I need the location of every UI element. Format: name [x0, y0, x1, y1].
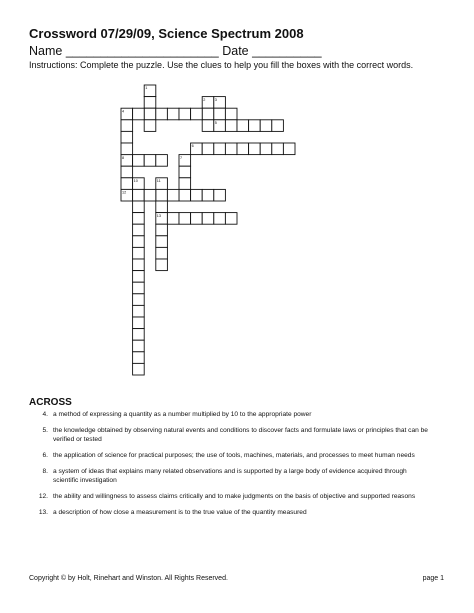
crossword-cell[interactable]	[237, 143, 249, 155]
clue-text: the ability and willingness to assess claims critically and to make judgments on the basis of objective and supported reasons	[53, 493, 416, 500]
clue-item	[33, 467, 433, 485]
crossword-cell[interactable]	[179, 213, 191, 225]
clue-number: 13.	[38, 509, 48, 516]
cell-number: 7	[180, 155, 183, 160]
crossword-cell[interactable]	[156, 224, 168, 236]
crossword-cell[interactable]	[191, 189, 203, 201]
crossword-cell[interactable]	[167, 189, 179, 201]
crossword-cell[interactable]	[156, 189, 168, 201]
crossword-cell[interactable]	[179, 189, 191, 201]
clue-text: the knowledge obtained by observing natural events and conditions to discover facts and formulate laws or principles that can be verified or tested	[53, 427, 428, 443]
crossword-cell[interactable]	[214, 189, 226, 201]
crossword-cell[interactable]	[133, 271, 145, 283]
crossword-cell[interactable]	[133, 189, 145, 201]
copyright-footer: Copyright © by Holt, Rinehart and Winston. All Rights Reserved.	[29, 575, 228, 582]
crossword-cell[interactable]	[225, 143, 237, 155]
crossword-cell[interactable]	[133, 340, 145, 352]
crossword-cell[interactable]	[214, 143, 226, 155]
crossword-cell[interactable]	[260, 120, 272, 132]
crossword-cell[interactable]	[121, 166, 133, 178]
crossword-cell[interactable]	[202, 189, 214, 201]
clue-item	[33, 410, 433, 419]
cell-number: 10	[133, 179, 138, 183]
clue-number: 5.	[42, 427, 48, 434]
crossword-cell[interactable]	[133, 294, 145, 306]
crossword-cell[interactable]	[133, 247, 145, 259]
clue-text: a description of how close a measurement is to the true value of the quantity measured	[53, 509, 307, 516]
crossword-cell[interactable]	[133, 155, 145, 167]
clue-text: a method of expressing a quantity as a number multiplied by 10 to the appropriate power	[53, 411, 312, 418]
crossword-cell[interactable]	[214, 108, 226, 120]
crossword-cell[interactable]	[191, 213, 203, 225]
page-title: Crossword 07/29/09, Science Spectrum 2008	[29, 26, 304, 41]
instructions: Instructions: Complete the puzzle. Use the clues to help you fill the boxes with the correct words.	[29, 60, 414, 70]
crossword-cell[interactable]	[237, 120, 249, 132]
clue-item	[33, 426, 433, 444]
crossword-cell[interactable]	[133, 363, 145, 375]
crossword-cell[interactable]	[133, 282, 145, 294]
crossword-cell[interactable]	[156, 247, 168, 259]
clue-number: 12.	[38, 493, 48, 500]
page-number: page 1	[422, 575, 444, 582]
crossword-cell[interactable]	[202, 108, 214, 120]
crossword-cell[interactable]	[225, 108, 237, 120]
crossword-cell[interactable]	[167, 108, 179, 120]
crossword-cell[interactable]	[133, 236, 145, 248]
crossword-cell[interactable]	[225, 213, 237, 225]
crossword-cell[interactable]	[133, 201, 145, 213]
cell-number: 13	[156, 213, 162, 218]
crossword-cell[interactable]	[121, 143, 133, 155]
crossword-cell[interactable]	[144, 108, 156, 120]
crossword-cell[interactable]	[179, 178, 191, 190]
clue-text: a system of ideas that explains many related observations and is supported by a large body of evidence acquired through scientific investigation	[53, 468, 407, 484]
crossword-cell[interactable]	[133, 108, 145, 120]
cell-number: 8	[122, 155, 125, 160]
cell-number: 6	[191, 144, 194, 149]
crossword-cell[interactable]	[179, 166, 191, 178]
across-clue-list	[33, 410, 433, 524]
cell-number: 12	[122, 190, 127, 195]
crossword-cell[interactable]	[202, 213, 214, 225]
crossword-cell[interactable]	[144, 155, 156, 167]
clue-number: 4.	[42, 411, 48, 418]
crossword-cell[interactable]	[156, 236, 168, 248]
clue-text: the application of science for practical purposes; the use of tools, machines, materials, and processes to meet human needs	[53, 452, 415, 459]
cell-number: 11	[156, 179, 161, 183]
crossword-cell[interactable]	[121, 120, 133, 132]
crossword-cell[interactable]	[121, 131, 133, 143]
clue-item	[33, 492, 433, 501]
crossword-cell[interactable]	[133, 213, 145, 225]
crossword-cell[interactable]	[133, 317, 145, 329]
crossword-cell[interactable]	[249, 120, 261, 132]
crossword-cell[interactable]	[133, 305, 145, 317]
name-date-line[interactable]: Name ______________________ Date __________	[29, 44, 322, 58]
cell-number: 4	[122, 109, 125, 114]
crossword-cell[interactable]	[144, 189, 156, 201]
cell-number: 3	[214, 97, 217, 102]
clue-item	[33, 451, 433, 460]
crossword-cell[interactable]	[214, 213, 226, 225]
crossword-cell[interactable]	[167, 213, 179, 225]
crossword-cell[interactable]	[121, 178, 133, 190]
crossword-cell[interactable]	[272, 120, 284, 132]
crossword-cell[interactable]	[133, 352, 145, 364]
crossword-cell[interactable]	[133, 224, 145, 236]
crossword-cell[interactable]	[191, 108, 203, 120]
crossword-cell[interactable]	[249, 143, 261, 155]
crossword-cell[interactable]	[202, 120, 214, 132]
crossword-cell[interactable]	[133, 259, 145, 271]
crossword-cell[interactable]	[202, 143, 214, 155]
crossword-cell[interactable]	[144, 120, 156, 132]
cell-number: 5	[214, 121, 217, 125]
crossword-cell[interactable]	[283, 143, 295, 155]
crossword-cell[interactable]	[260, 143, 272, 155]
clue-number: 6.	[42, 452, 48, 459]
across-heading: ACROSS	[29, 397, 72, 408]
cell-number: 1	[145, 86, 148, 91]
crossword-cell[interactable]	[156, 259, 168, 271]
crossword-cell[interactable]	[156, 155, 168, 167]
crossword-cell[interactable]	[144, 97, 156, 109]
crossword-cell[interactable]	[225, 120, 237, 132]
crossword-cell[interactable]	[133, 329, 145, 341]
cell-number: 2	[203, 97, 206, 102]
clue-number: 8.	[42, 468, 48, 475]
crossword-cell[interactable]	[156, 108, 168, 120]
crossword-cell[interactable]	[156, 201, 168, 213]
crossword-cell[interactable]	[179, 108, 191, 120]
crossword-cell[interactable]	[272, 143, 284, 155]
clue-item	[33, 508, 433, 517]
